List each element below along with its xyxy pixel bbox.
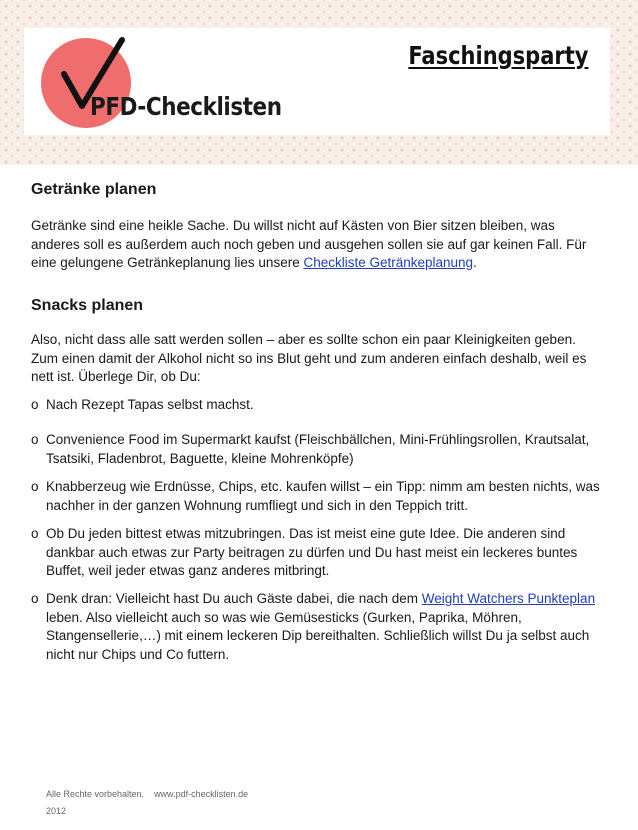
list-item [31, 590, 606, 664]
bullet-marker: o [31, 432, 39, 447]
drinks-text-end: . [473, 255, 477, 270]
list-item-text: Denk dran: Vielleicht hast Du auch Gäste dabei, die nach dem [46, 591, 422, 606]
section-text-drinks [31, 217, 601, 273]
header-card [24, 28, 610, 135]
bullet-marker: o [31, 526, 39, 541]
page-footer [46, 786, 248, 820]
list-item [31, 396, 254, 415]
document-title: Faschingsparty [407, 41, 588, 70]
bullet-marker: o [31, 397, 39, 412]
footer-year: 2012 [46, 806, 67, 816]
footer-rights: Alle Rechte vorbehalten. [46, 789, 145, 799]
list-item-text: Nach Rezept Tapas selbst machst. [46, 397, 254, 412]
list-item [31, 478, 606, 515]
drinks-checklist-link[interactable]: Checkliste Getränkeplanung [303, 255, 474, 270]
footer-url: www.pdf-checklisten.de [154, 789, 249, 799]
list-item-text: Knabberzeug wie Erdnüsse, Chips, etc. kaufen willst – ein Tipp: nimm am besten nichts, was nachher in der ganzen Wohnung rumfliegt und sich in den Teppich tritt. [46, 479, 600, 513]
list-item-text: Ob Du jeden bittest etwas mitzubringen. Das ist meist eine gute Idee. Die anderen sind dankbar auch etwas zur Party beitragen zu dürfen und Du hast meist ein leckeres buntes Buffet, weil jeder etwas ganz anderes mitbringt. [46, 526, 578, 578]
bullet-marker: o [31, 479, 39, 494]
footer-line-1 [46, 786, 248, 803]
list-item-text: Convenience Food im Supermarkt kaufst (Fleischbällchen, Mini-Frühlingsrollen, Krautsalat, Tsatsiki, Fladenbrot, Baguette, kleine Mohrenköpfe) [46, 432, 590, 466]
section-heading-snacks: Snacks planen [31, 297, 144, 314]
list-item-text-end: leben. Also vielleicht auch so was wie Gemüsesticks (Gurken, Paprika, Möhren, Stangensellerie,…) mit einem leckeren Dip bereithalten. Schließlich willst Du ja selbst auch nicht nur Chips und Co futtern. [46, 609, 590, 662]
weight-watchers-link[interactable]: Weight Watchers Punkteplan [421, 591, 596, 606]
bullet-marker: o [31, 591, 39, 606]
drinks-text: Getränke sind eine heikle Sache. Du willst nicht auf Kästen von Bier sitzen bleiben, was anderes soll es außerdem auch noch geben und ausgehen sollen sie auf gar keinen Fall. Für eine gelungene Getränkeplanung lies unsere [31, 218, 587, 270]
section-heading-drinks: Getränke planen [31, 181, 157, 198]
list-item [31, 525, 606, 581]
list-item [31, 431, 606, 468]
logo-text: PFD-Checklisten [90, 92, 282, 121]
section-text-snacks: Also, nicht dass alle satt werden sollen – aber es sollte schon ein paar Kleinigkeiten geben. Zum einen damit der Alkohol nicht so ins Blut geht und zum anderen einfach deshalb, weil es nett ist. Überlege Dir, ob Du: [31, 332, 587, 384]
